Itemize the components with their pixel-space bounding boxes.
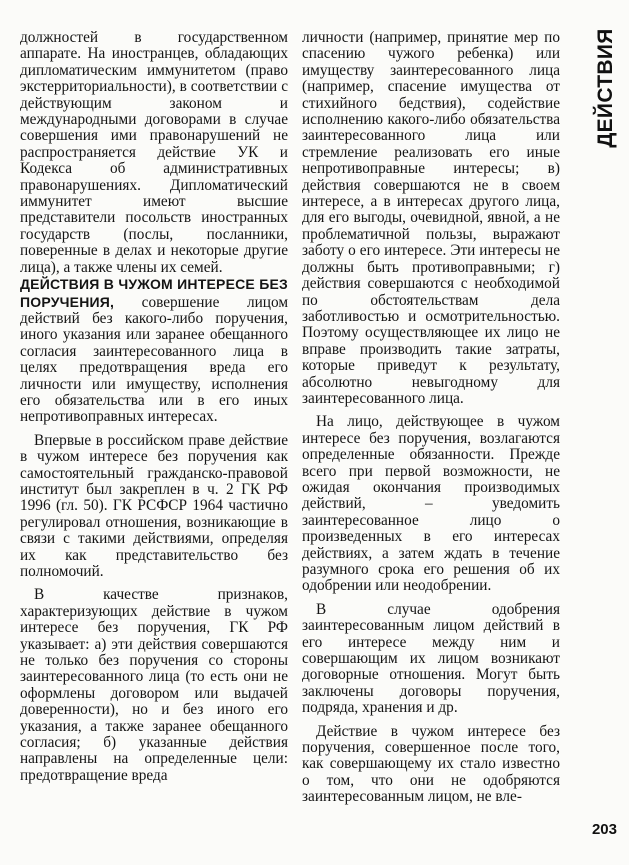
section-tab (589, 30, 623, 146)
page-number: 203 (591, 821, 617, 838)
paragraph-features-continued: личности (например, принятие мер по спасению чужого ребенка) или имуществу заинтересованного лица (например, спасение имущества от стихийного бедствия), содействие исполнению какого-либо обязательства заинтересованного лица или стремление реализовать его иные непротивоправные интересы; в) действия совершаются не в своем интересе, а в интересах другого лица, для его выгоды, очевидной, явной, а не проблематичной пользы, выражают заботу о его интересе. Эти интересы не должны быть противоправными; г) действия совершаются с необходимой по обстоятельствам дела заботливостью и осмотрительностью. Поэтому осуществляющее их лицо не вправе производить такие затраты, которые приведут к результату, абсолютно невыгодному для заинтересованного лица. (302, 29, 560, 407)
section-tab-label: ДЕЙСТВИЯ (594, 28, 617, 148)
paragraph-after-disapproval: Действие в чужом интересе без поручения, совершенное после того, как совершающему их стало известно о том, что они не одобряются заинтересованным лицом, не вле- (302, 722, 560, 806)
paragraph-features: В качестве признаков, характеризующих действие в чужом интересе без поручения, ГК РФ указывает: а) эти действия совершаются не только без поручения со стороны заинтересованного лица (то есть они не оформлены договором или выдачей доверенности), но и без иного его указания, а также заранее обещанного согласия; б) указанные действия направлены на определенные цели: предотвращение вреда (20, 586, 288, 784)
entry-term: ДЕЙСТВИЯ В ЧУЖОМ ИНТЕРЕСЕ БЕЗ ПОРУЧЕНИЯ, (20, 276, 288, 310)
paragraph-duties: На лицо, действующее в чужом интересе без поручения, возлагаются определенные обязанности. Прежде всего при первой возможности, не ожидая окончания производимых действий, – уведомить заинтересованное лицо о произведенных в его интересах действиях, а затем ждать в течение разумного срока его решения об их одобрении или неодобрении. (302, 413, 560, 595)
left-column (20, 30, 288, 784)
paragraph-history: Впервые в российском праве действие в чужом интересе без поручения как самостоятельный гражданско-правовой институт был закреплен в ч. 2 ГК РФ 1996 (гл. 50). ГК РСФСР 1964 частично регулировал отношения, возникающие в связи с такими действиями, определяя их как представительство без полномочий. (20, 431, 288, 580)
paragraph-diplomatic-immunity: должностей в государственном аппарате. На иностранцев, обладающих дипломатическим иммунитетом (право экстерриториальности), в соответствии с действующим законом и международными договорами в случае совершения ими правонарушений не распространяется действие УК и Кодекса об административных правонарушениях. Дипломатический иммунитет имеют высшие представители посольств иностранных государств (послы, посланники, поверенные в делах и некоторые другие лица), а также члены их семей. (20, 29, 288, 276)
entry-definition: совершение лицом действий без какого-либо поручения, иного указания или заранее обещанного согласия заинтересованного лица в целях предотвращения вреда его личности или имуществу, исполнения его обязательства или в его иных непротивоправных интересах. (20, 293, 288, 426)
entry-actions-in-others-interest (20, 276, 288, 426)
paragraph-approval: В случае одобрения заинтересованным лицом действий в его интересе между ним и совершающим их лицом возникают договорные отношения. Могут быть заключены договоры поручения, подряда, хранения и др. (302, 600, 560, 717)
right-column (302, 30, 560, 806)
